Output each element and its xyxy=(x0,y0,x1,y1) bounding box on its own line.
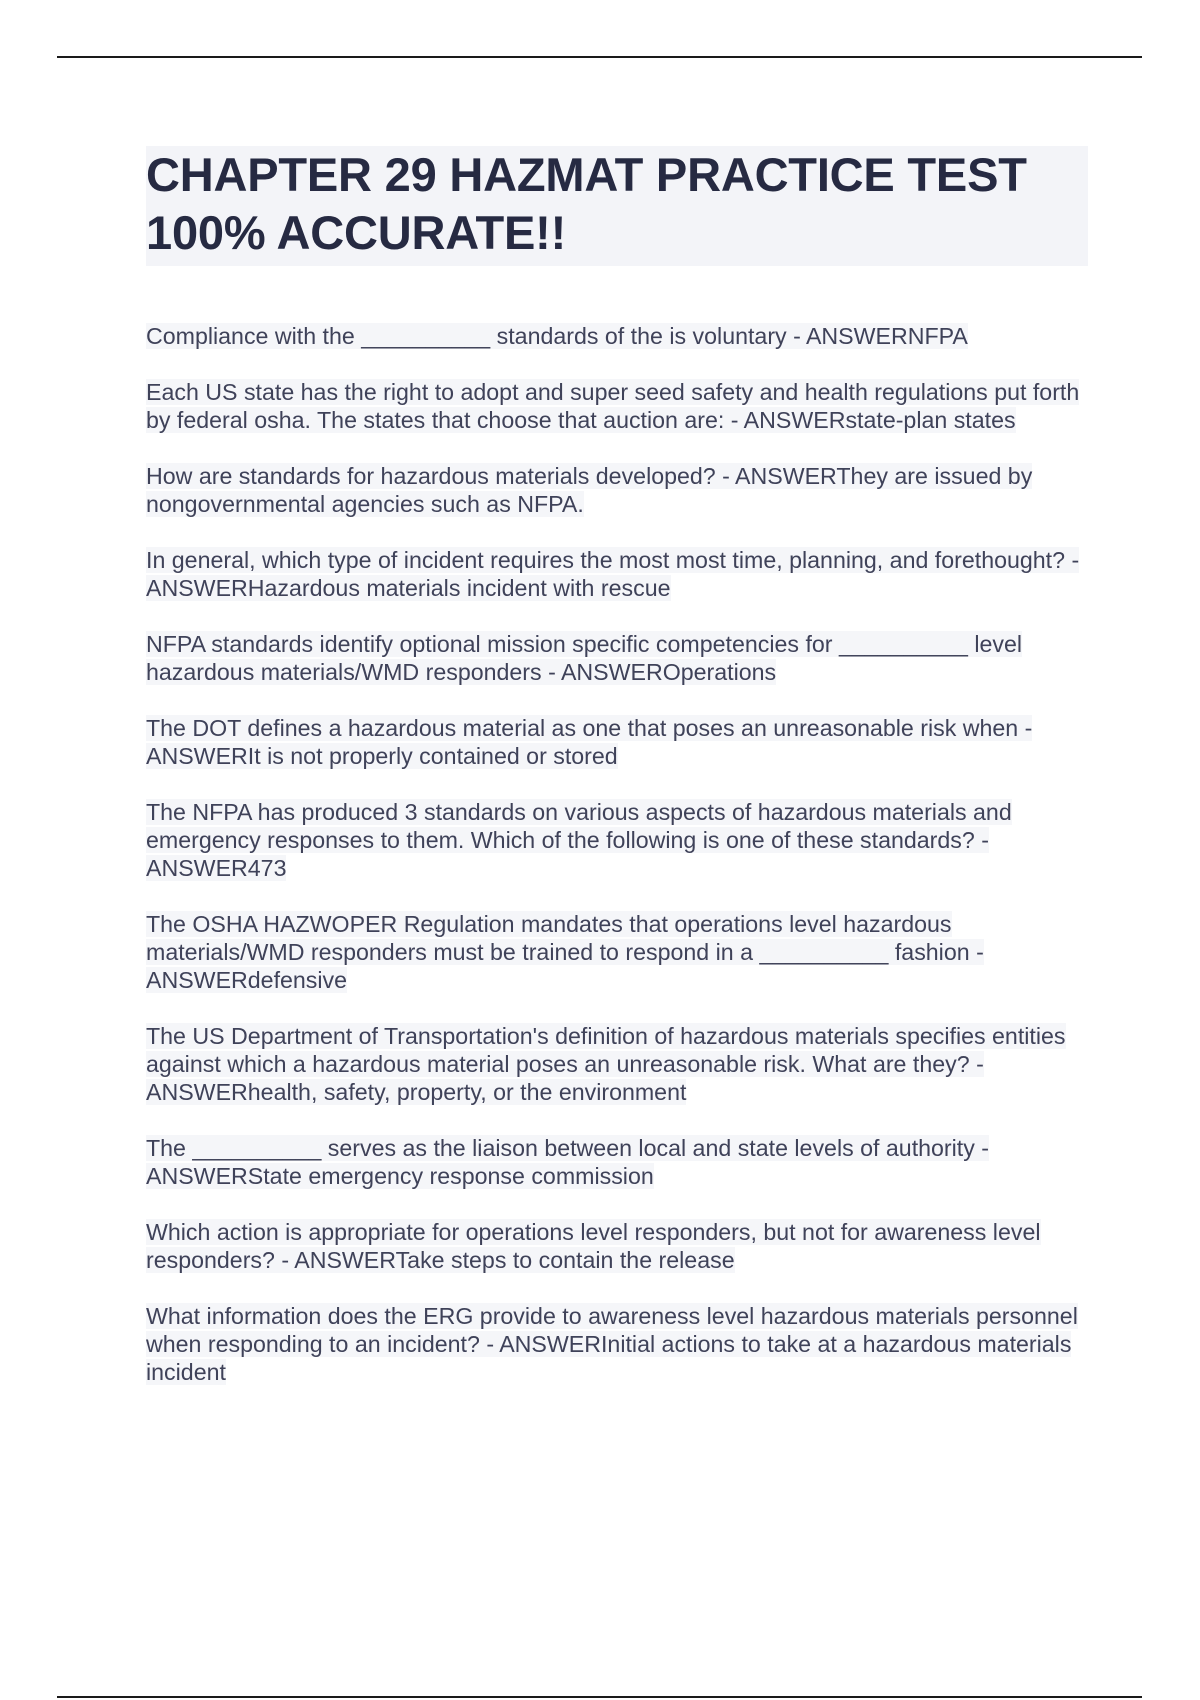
qa-text: What information does the ERG provide to awareness level hazardous materials personnel when responding to an incident? - ANSWERInitial actions to take at a hazardous materials incident xyxy=(146,1303,1078,1385)
top-rule xyxy=(57,56,1142,58)
qa-text: The __________ serves as the liaison between local and state levels of authority - ANSWERState emergency response commission xyxy=(146,1135,990,1189)
qa-item xyxy=(146,322,1088,350)
qa-item xyxy=(146,378,1088,434)
qa-item xyxy=(146,714,1088,770)
qa-text: How are standards for hazardous materials developed? - ANSWERThey are issued by nongovernmental agencies such as NFPA. xyxy=(146,463,1033,517)
qa-item xyxy=(146,910,1088,994)
qa-text: The OSHA HAZWOPER Regulation mandates that operations level hazardous materials/WMD responders must be trained to respond in a __________ fashion - ANSWERdefensive xyxy=(146,911,984,993)
qa-item xyxy=(146,1022,1088,1106)
qa-item xyxy=(146,630,1088,686)
qa-item xyxy=(146,546,1088,602)
qa-text: The US Department of Transportation's definition of hazardous materials specifies entities against which a hazardous material poses an unreasonable risk. What are they? - ANSWERhealth, safety, property, or the environment xyxy=(146,1023,1066,1105)
qa-text: The NFPA has produced 3 standards on various aspects of hazardous materials and emergency responses to them. Which of the following is one of these standards? - ANSWER473 xyxy=(146,799,1012,881)
qa-text: Compliance with the __________ standards of the is voluntary - ANSWERNFPA xyxy=(146,323,968,349)
qa-text: In general, which type of incident requires the most most time, planning, and forethought? - ANSWERHazardous materials incident with rescue xyxy=(146,547,1080,601)
qa-item xyxy=(146,1218,1088,1274)
qa-item xyxy=(146,1302,1088,1386)
qa-item xyxy=(146,798,1088,882)
qa-text: The DOT defines a hazardous material as one that poses an unreasonable risk when - ANSWERIt is not properly contained or stored xyxy=(146,715,1033,769)
qa-item xyxy=(146,1134,1088,1190)
bottom-rule xyxy=(57,1696,1142,1698)
qa-text: Each US state has the right to adopt and super seed safety and health regulations put forth by federal osha. The states that choose that auction are: - ANSWERstate-plan states xyxy=(146,379,1080,433)
qa-list xyxy=(146,322,1088,1386)
document-title: CHAPTER 29 HAZMAT PRACTICE TEST 100% ACCURATE!! xyxy=(146,146,1088,266)
qa-text: Which action is appropriate for operations level responders, but not for awareness level responders? - ANSWERTake steps to contain the release xyxy=(146,1219,1041,1273)
document-body xyxy=(146,146,1088,1414)
qa-item xyxy=(146,462,1088,518)
qa-text: NFPA standards identify optional mission specific competencies for __________ level hazardous materials/WMD responders - ANSWEROperations xyxy=(146,631,1023,685)
